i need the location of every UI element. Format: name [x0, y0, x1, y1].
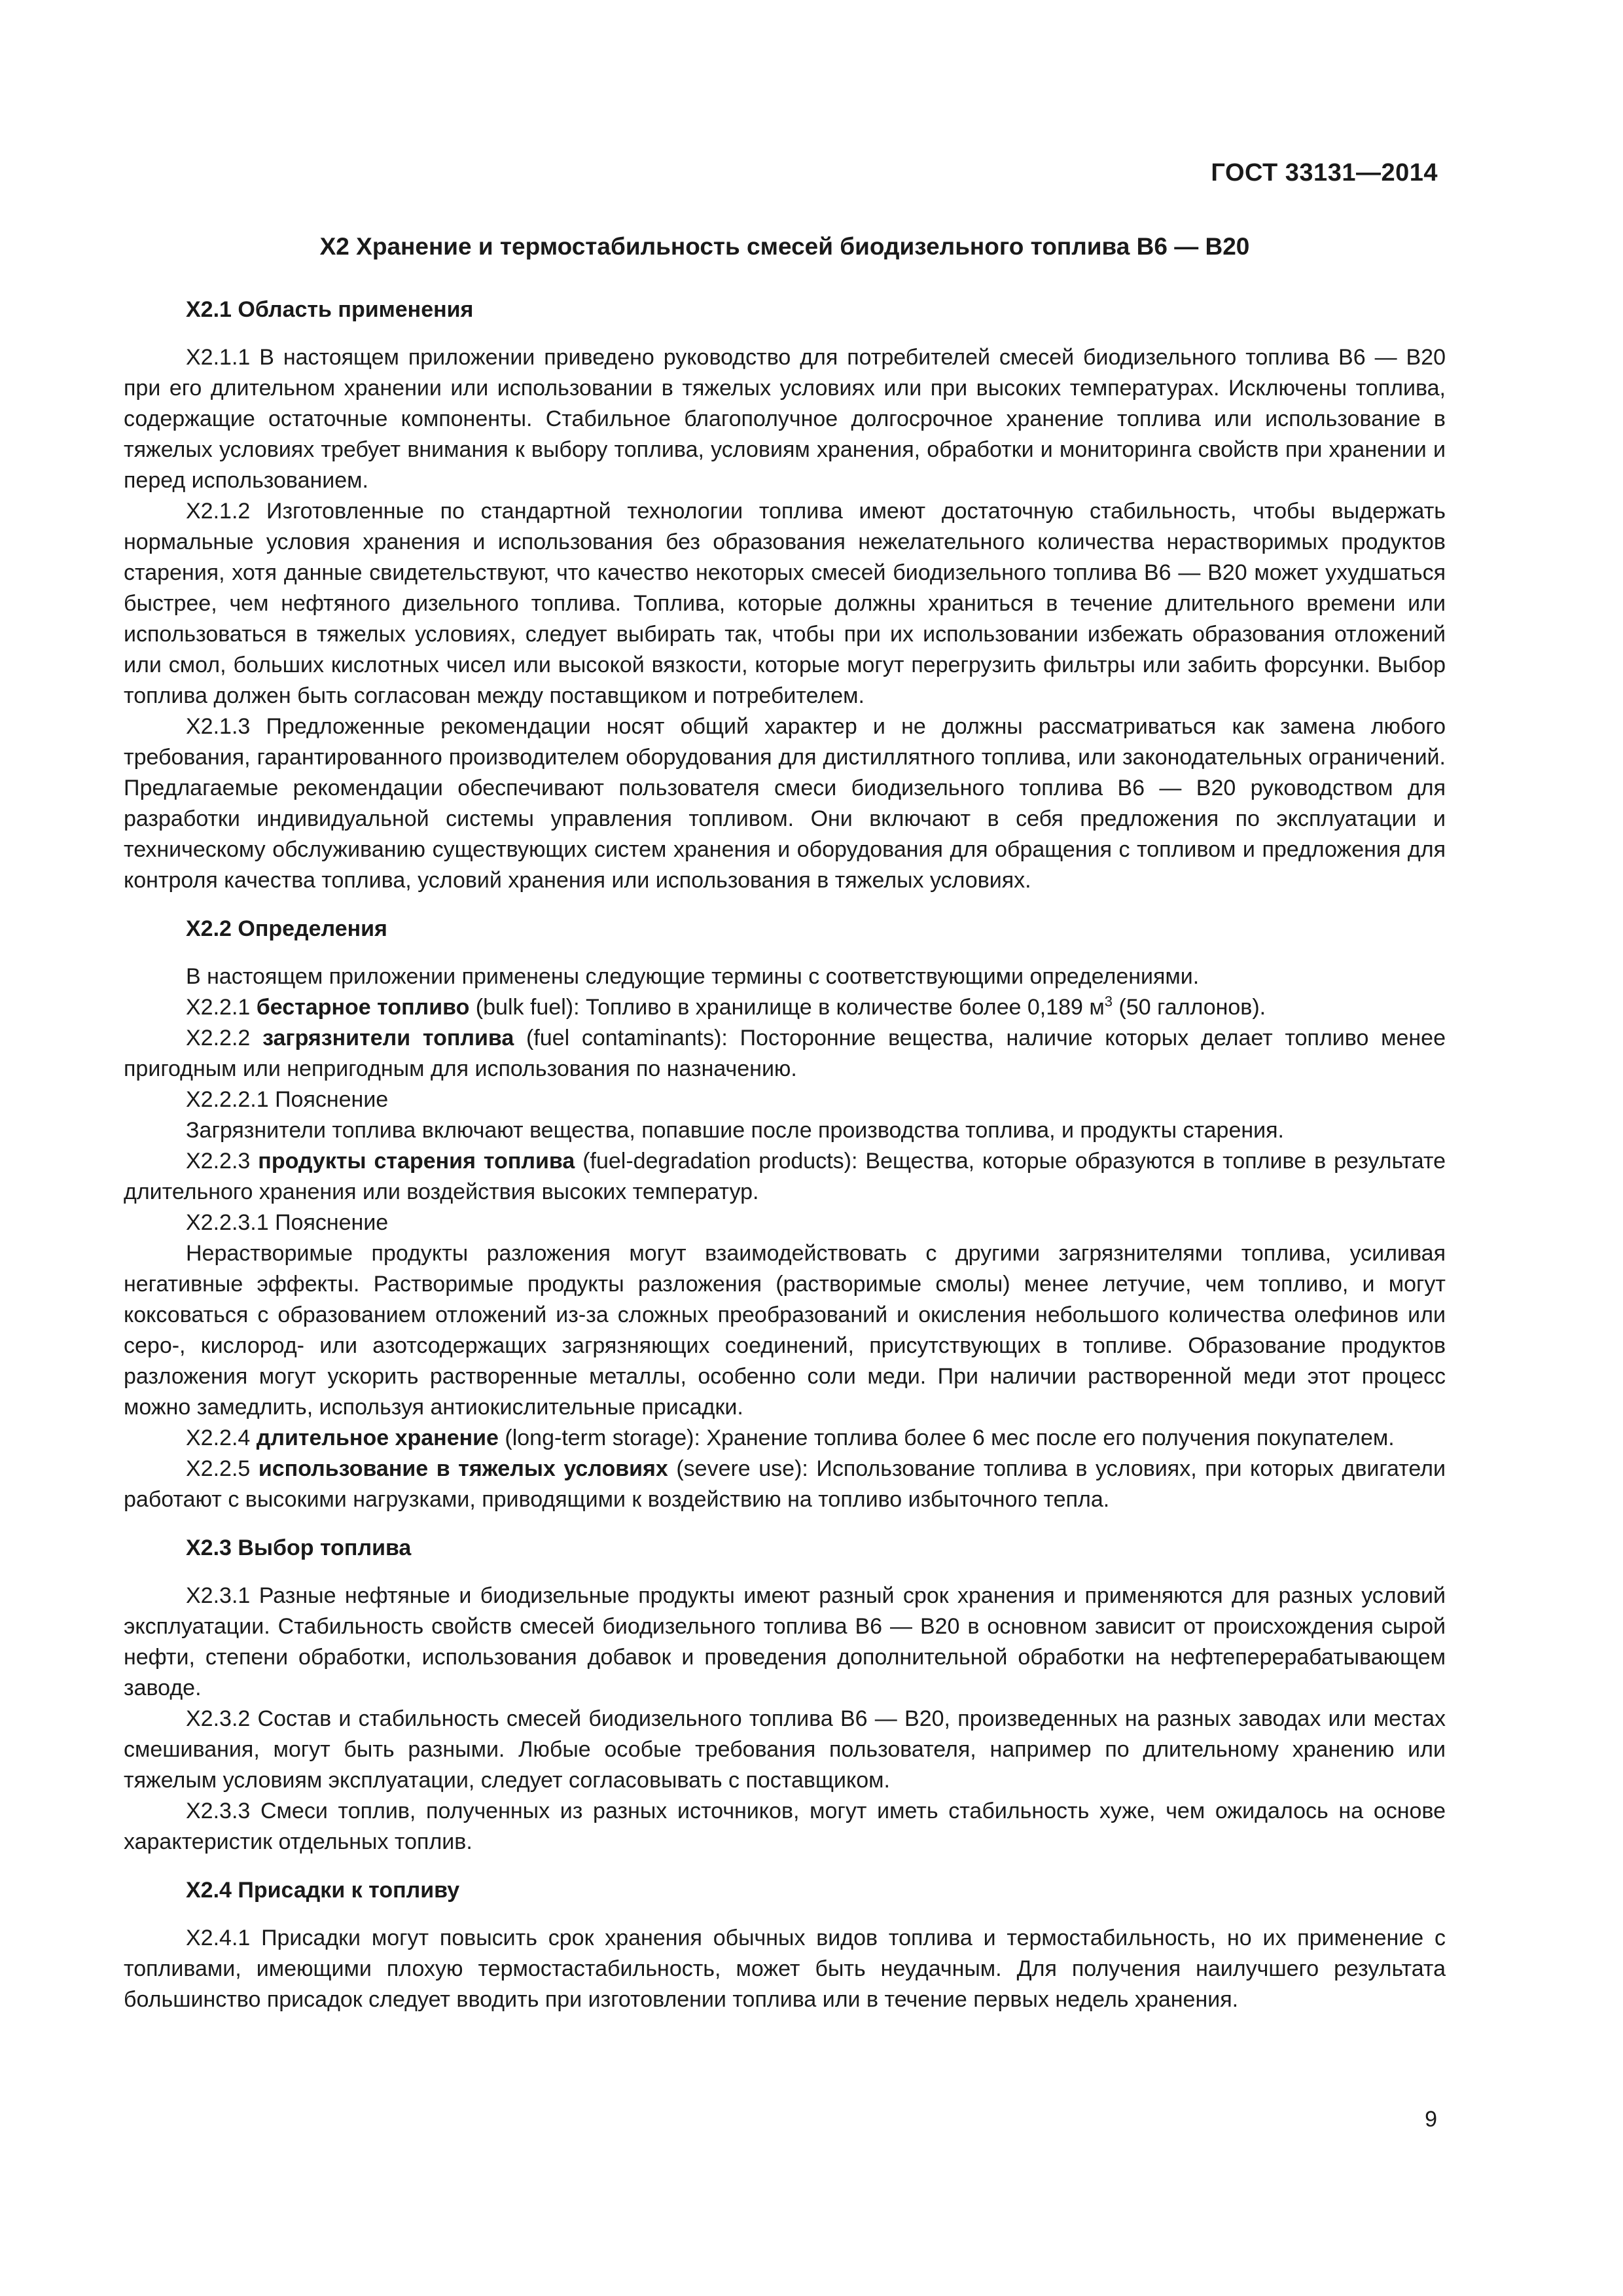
definition-number: X2.2.5	[186, 1456, 251, 1481]
paragraph-x2-3-2: X2.3.2 Состав и стабильность смесей биодизельного топлива В6 — В20, произведенных на разных заводах или местах смешивания, могут быть разными. Любые особые требования пользователя, например по длительному хранению или тяжелым условиям эксплуатации, следует согласовывать с поставщиком.	[124, 1706, 1446, 1793]
definition-number: X2.2.2	[186, 1026, 251, 1050]
definition-term: бестарное топливо	[256, 995, 470, 1020]
definition-text: (bulk fuel): Топливо в хранилище в количестве более 0,189 м	[469, 995, 1105, 1020]
paragraph-x2-1-1: X2.1.1 В настоящем приложении приведено руководство для потребителей смесей биодизельного топлива В6 — В20 при его длительном хранении или использовании в тяжелых условиях или при высоких температурах. Исключены топлива, содержащие остаточные компоненты. Стабильное благополучное долгосрочное хранение топлива или использование в тяжелых условиях требует внимания к выбору топлива, условиям хранения, обработки и мониторинга свойств при хранении и перед использованием.	[124, 345, 1446, 493]
section-heading-x2-2: X2.2 Определения	[186, 916, 387, 941]
note-text-x2-2-3-1: Нерастворимые продукты разложения могут взаимодействовать с другими загрязнителями топлива, усиливая негативные эффекты. Растворимые продукты разложения (растворимые смолы) менее летучие, чем топливо, и могут коксоваться с образованием отложений из-за сложных преобразований и окисления небольшого количества олефинов или серо-, кислород- или азотсодержащих загрязняющих соединений, присутствующих в топливе. Образование продуктов разложения могут ускорить растворенные металлы, особенно соли меди. При наличии растворенной меди этот процесс можно замедлить, используя антиокислительные присадки.	[124, 1241, 1446, 1420]
definition-text-tail: (50 галлонов).	[1113, 995, 1266, 1020]
definition-number: X2.2.1	[186, 995, 251, 1020]
definition-term: продукты старения топлива	[258, 1149, 575, 1174]
note-label-x2-2-2-1: X2.2.2.1 Пояснение	[186, 1087, 389, 1112]
paragraph-x2-3-3: X2.3.3 Смеси топлив, полученных из разных источников, могут иметь стабильность хуже, чем ожидалось на основе характеристик отдельных топлив.	[124, 1799, 1446, 1854]
paragraph-x2-4-1: X2.4.1 Присадки могут повысить срок хранения обычных видов топлива и термостабильность, но их применение с топливами, имеющими плохую термостастабильность, может быть неудачным. Для получения наилучшего результата большинство присадок следует вводить при изготовлении топлива или в течение первых недель хранения.	[124, 1926, 1446, 2012]
definition-term: загрязнители топлива	[262, 1026, 514, 1050]
paragraph-definitions-intro: В настоящем приложении применены следующие термины с соответствующими определениями.	[186, 964, 1200, 989]
definition-number: X2.2.3	[186, 1149, 251, 1174]
definition-term: длительное хранение	[256, 1426, 499, 1450]
definition-x2-2-5	[124, 1454, 1446, 1515]
definition-text: (fuel-degradation products): Вещества, которые образуются в топливе в результате длительного хранения или воздействия высоких температур.	[124, 1149, 1446, 1204]
section-heading-x2-1: X2.1 Область применения	[186, 297, 474, 322]
annex-title: X2 Хранение и термостабильность смесей биодизельного топлива В6 — В20	[319, 233, 1250, 260]
definition-text: (severe use): Использование топлива в условиях, при которых двигатели работают с высокими нагрузками, приводящими к воздействию на топливо избыточного тепла.	[124, 1456, 1446, 1512]
paragraph-x2-1-3: X2.1.3 Предложенные рекомендации носят общий характер и не должны рассматриваться как замена любого требования, гарантированного производителем оборудования для дистиллятного топлива, или законодательных ограничений. Предлагаемые рекомендации обеспечивают пользователя смеси биодизельного топлива В6 — В20 руководством для разработки индивидуальной системы управления топливом. Они включают в себя предложения по эксплуатации и техническому обслуживанию существующих систем хранения и оборудования для обращения с топливом и предложения для контроля качества топлива, условий хранения или использования в тяжелых условиях.	[124, 714, 1446, 893]
note-label-x2-2-3-1: X2.2.3.1 Пояснение	[186, 1210, 389, 1235]
definition-x2-2-4	[124, 1423, 1446, 1454]
document-body	[124, 230, 1446, 2015]
definition-text: (fuel contaminants): Посторонние вещества, наличие которых делает топливо менее пригодным или непригодным для использования по назначению.	[124, 1026, 1446, 1081]
definition-term: использование в тяжелых условиях	[258, 1456, 668, 1481]
definition-x2-2-3	[124, 1146, 1446, 1208]
note-text-x2-2-2-1: Загрязнители топлива включают вещества, попавшие после производства топлива, и продукты старения.	[186, 1118, 1285, 1143]
section-heading-x2-3: X2.3 Выбор топлива	[186, 1535, 412, 1560]
section-heading-x2-4: X2.4 Присадки к топливу	[186, 1878, 460, 1903]
paragraph-x2-1-2: X2.1.2 Изготовленные по стандартной технологии топлива имеют достаточную стабильность, чтобы выдержать нормальные условия хранения и использования без образования нежелательного количества нерастворимых продуктов старения, хотя данные свидетельствуют, что качество некоторых смесей биодизельного топлива В6 — В20 может ухудшаться быстрее, чем нефтяного дизельного топлива. Топлива, которые должны храниться в течение длительного времени или использоваться в тяжелых условиях, следует выбирать так, чтобы при их использовании избежать образования отложений или смол, больших кислотных чисел или высокой вязкости, которые могут перегрузить фильтры или забить форсунки. Выбор топлива должен быть согласован между поставщиком и потребителем.	[124, 499, 1446, 708]
definition-number: X2.2.4	[186, 1426, 251, 1450]
definition-x2-2-2	[124, 1023, 1446, 1085]
document-standard-id: ГОСТ 33131—2014	[1211, 159, 1438, 187]
definition-text: (long-term storage): Хранение топлива более 6 мес после его получения покупателем.	[498, 1426, 1395, 1450]
paragraph-x2-3-1: X2.3.1 Разные нефтяные и биодизельные продукты имеют разный срок хранения и применяются для разных условий эксплуатации. Стабильность свойств смесей биодизельного топлива В6 — В20 в основном зависит от происхождения сырой нефти, степени обработки, использования добавок и проведения дополнительной обработки на нефтеперерабатывающем заводе.	[124, 1583, 1446, 1700]
superscript: 3	[1104, 993, 1113, 1010]
page-number: 9	[1425, 2107, 1437, 2132]
definition-x2-2-1	[124, 992, 1446, 1023]
